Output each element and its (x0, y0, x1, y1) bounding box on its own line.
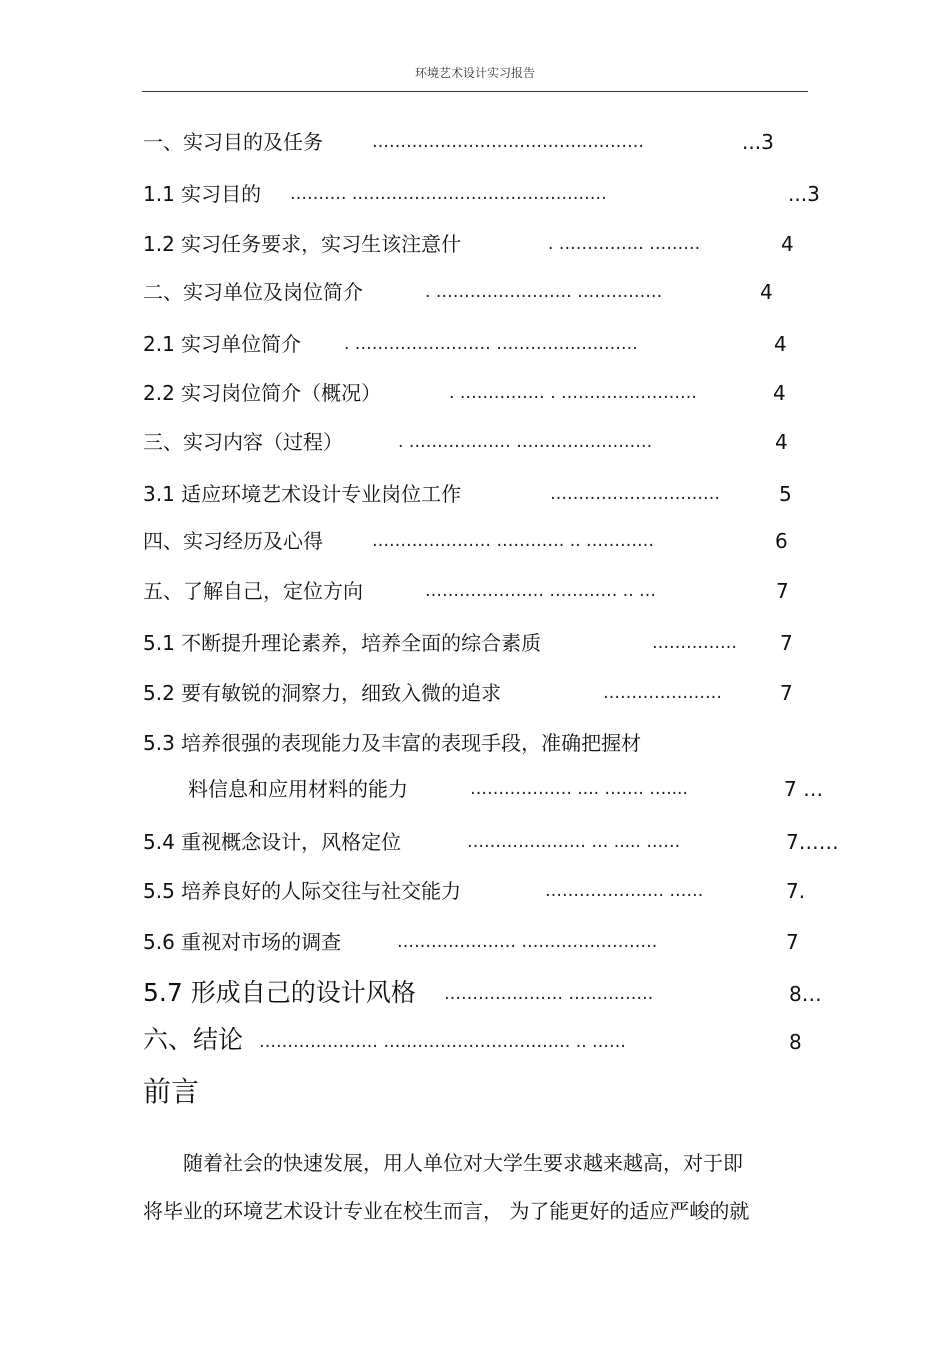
toc-entry-leader: ……………… .... ……. ….... (470, 779, 688, 799)
toc-entry-page: 8 (789, 1030, 802, 1054)
toc-entry-text: 五、了解自己，定位方向 (143, 579, 363, 603)
toc-entry-page: ...3 (788, 182, 820, 206)
toc-entry-text: 六、结论 (143, 1025, 244, 1054)
toc-entry-page: 4 (774, 332, 787, 356)
toc-entry-page: 7 … (784, 777, 824, 801)
toc-entry-leader: ………………… … ..... …… (467, 832, 681, 852)
preface-paragraph-line: 将毕业的环境艺术设计专业在校生而言， 为了能更好的适应严峻的就 (143, 1199, 750, 1223)
toc-entry-leader: . ……………… …………………… (398, 432, 653, 452)
toc-entry-text: 5.2 要有敏锐的洞察力，细致入微的追求 (143, 681, 502, 705)
toc-entry-leader: ………………………… (550, 484, 720, 504)
toc-entry-text: 一、实习目的及任务 (143, 130, 323, 154)
toc-entry-page: 7…… (786, 830, 839, 854)
toc-entry-text: 2.1 实习单位简介 (143, 332, 302, 356)
toc-entry-page: ...3 (742, 130, 774, 154)
preface-paragraph-line: 随着社会的快速发展，用人单位对大学生要求越来越高，对于即 (183, 1151, 743, 1175)
toc-entry-page: 6 (775, 529, 788, 553)
toc-entry-leader: ………………… …………… (444, 984, 654, 1004)
toc-entry-leader: ………………… ………… .. ………… (372, 531, 655, 551)
toc-entry-text: 5.1 不断提升理论素养，培养全面的综合素质 (143, 631, 542, 655)
toc-entry-text: 5.6 重视对市场的调查 (143, 930, 342, 954)
toc-entry-leader: ………………… (603, 683, 722, 703)
toc-entry-leader: …………… (652, 633, 737, 653)
toc-entry-page: 4 (781, 232, 794, 256)
toc-entry-leader: ………………… …… (545, 881, 704, 901)
toc-entry-page: 7 (780, 681, 793, 705)
toc-entry-leader: ………………………………………… (372, 132, 644, 152)
toc-entry-page: 7 (780, 631, 793, 655)
toc-entry-leader: ………………… …………………… (397, 932, 658, 952)
toc-entry-text: 二、实习单位及岗位简介 (143, 280, 363, 304)
toc-entry-text: 3.1 适应环境艺术设计专业岗位工作 (143, 482, 462, 506)
toc-entry-text: 5.5 培养良好的人际交往与社交能力 (143, 879, 462, 903)
toc-entry-page: 4 (775, 430, 788, 454)
toc-entry-page: 7 (786, 930, 799, 954)
toc-entry-text: 5.3 培养很强的表现能力及丰富的表现手段，准确把握材 (143, 731, 642, 755)
toc-entry-text: 料信息和应用材料的能力 (188, 777, 408, 801)
toc-entry-text: 1.2 实习任务要求，实习生该注意什 (143, 232, 462, 256)
toc-entry-page: 7 (776, 579, 789, 603)
toc-entry-page: 7. (786, 879, 806, 903)
toc-entry-page: 5 (779, 482, 792, 506)
toc-entry-leader: ………………… ………… .. … (425, 581, 657, 601)
toc-entry-leader: ………………… …………………………… .. …… (259, 1032, 627, 1052)
toc-entry-text: 1.1 实习目的 (143, 182, 262, 206)
toc-entry-page: 4 (760, 280, 773, 304)
toc-entry-text: 5.7 形成自己的设计风格 (143, 978, 416, 1007)
running-header: 环境艺术设计实习报告 (414, 66, 535, 80)
toc-entry-leader: . …………………… ……………………. (344, 334, 638, 354)
toc-entry-leader: . …………… ……… (548, 234, 701, 254)
toc-entry-leader: ………. ……………………………………… (290, 184, 607, 204)
toc-entry-leader: . …………… . …………………… (449, 383, 698, 403)
toc-entry-text: 四、实习经历及心得 (143, 529, 323, 553)
toc-entry-page: 4 (773, 381, 786, 405)
toc-entry-page: 8… (789, 982, 822, 1006)
toc-entry-text: 5.4 重视概念设计，风格定位 (143, 830, 402, 854)
toc-entry-text: 2.2 实习岗位简介（概况） (143, 381, 382, 405)
toc-entry-leader: . …………………… …………… (425, 282, 663, 302)
toc-entry-text: 三、实习内容（过程） (143, 430, 343, 454)
preface-title: 前言 (143, 1075, 200, 1108)
